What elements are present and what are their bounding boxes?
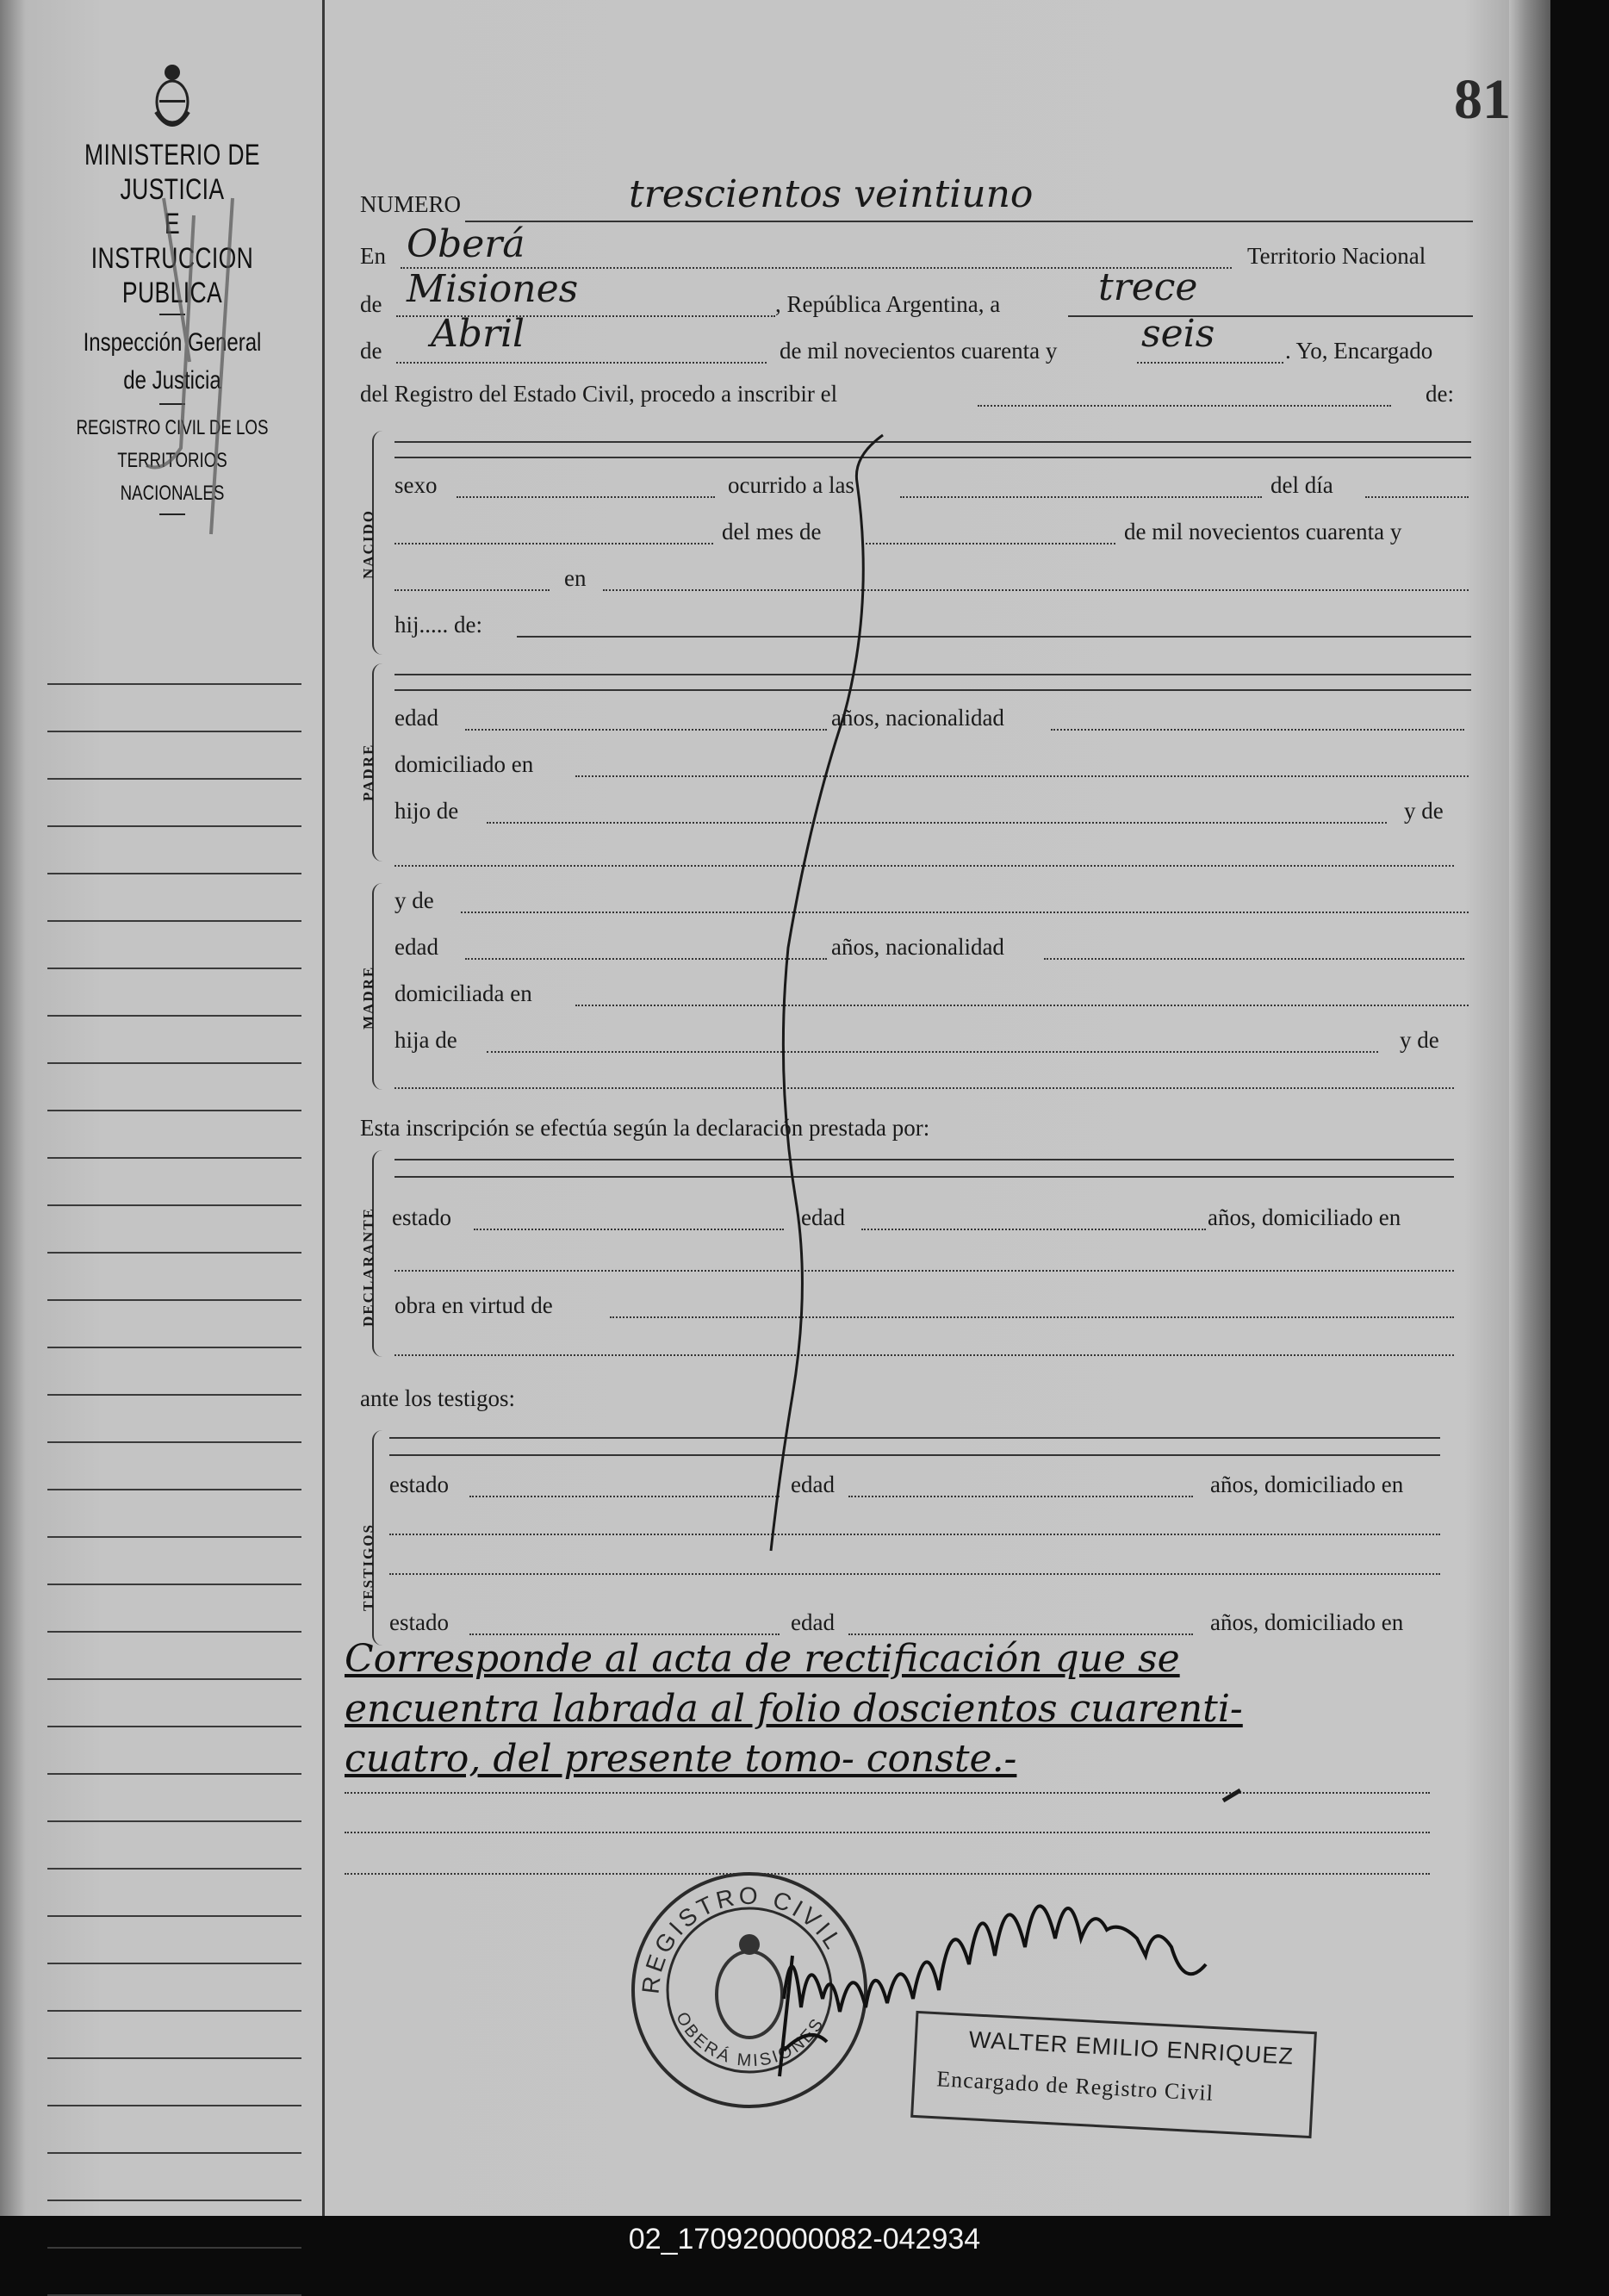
registro-line-1: REGISTRO CIVIL DE LOS <box>76 416 269 439</box>
hija-de-label: hija de <box>394 1027 457 1053</box>
hijo-de-label: hijo de <box>394 798 459 824</box>
en-nac-label: en <box>564 565 587 591</box>
testigos-estado-label: estado <box>389 1472 449 1497</box>
ocurrido-label: ocurrido a las <box>728 472 854 498</box>
de-colon-label: de: <box>1426 381 1454 407</box>
testigos-anios-label: años, domiciliado en <box>1210 1472 1404 1497</box>
republica-label: , República Argentina, a <box>775 291 1001 317</box>
inspeccion-line-1: Inspección General <box>83 328 262 357</box>
note-line-2: encuentra labrada al folio doscientos cuarenti- <box>345 1687 1243 1731</box>
anio-handwritten: seis <box>1141 312 1215 356</box>
hij-label: hij..... de: <box>394 612 482 638</box>
officer-name: WALTER EMILIO ENRIQUEZ <box>968 2026 1295 2069</box>
madre-anios-label: años, nacionalidad <box>831 934 1004 960</box>
note-line-1: Corresponde al acta de rectificación que se <box>345 1637 1180 1681</box>
sexo-label: sexo <box>394 472 438 498</box>
de-label: de <box>360 291 382 317</box>
obra-label: obra en virtud de <box>394 1292 553 1318</box>
madre-y-de-end-label: y de <box>1400 1027 1439 1053</box>
stamp-bottom-text: OBERÁ MISIONES <box>672 2009 829 2071</box>
padre-side-label: PADRE <box>360 743 376 801</box>
ministerio-line-1: MINISTERIO DE JUSTICIA <box>84 139 260 206</box>
de-handwritten: Misiones <box>407 267 579 311</box>
note-line-3: cuatro, del presente tomo- conste.- <box>345 1737 1017 1781</box>
ministerio-line-2: E <box>164 208 181 240</box>
de2-label: de <box>360 338 382 364</box>
declaracion-label: Esta inscripción se efectúa según la declaración prestada por: <box>360 1115 930 1141</box>
declarante-estado-label: estado <box>392 1204 451 1230</box>
madre-side-label: MADRE <box>360 965 376 1030</box>
territorio-label: Territorio Nacional <box>1247 243 1426 269</box>
padre-domicilio-label: domiciliado en <box>394 751 534 777</box>
testigos-side-label: TESTIGOS <box>360 1523 376 1611</box>
declarante-edad-label: edad <box>801 1204 845 1230</box>
ministerio-line-3: INSTRUCCION PUBLICA <box>90 242 254 309</box>
numero-handwritten: trescientos veintiuno <box>629 172 1034 216</box>
de-mil-label: de mil novecientos cuarenta y <box>1124 519 1402 544</box>
madre-edad-label: edad <box>394 934 438 960</box>
yo-label: . Yo, Encargado <box>1285 338 1433 364</box>
declarante-anios-label: años, domiciliado en <box>1208 1204 1401 1230</box>
testigos2-anios-label: años, domiciliado en <box>1210 1609 1404 1635</box>
madre-y-de-label: y de <box>394 887 434 913</box>
numero-label: NUMERO <box>360 191 462 217</box>
stamp-top-text: REGISTRO CIVIL <box>637 1882 849 1995</box>
testigos2-edad-label: edad <box>791 1609 835 1635</box>
registro-label: del Registro del Estado Civil, procedo a inscribir el <box>360 381 838 407</box>
dia-handwritten: trece <box>1098 265 1198 309</box>
padre-anios-label: años, nacionalidad <box>831 705 1004 731</box>
officer-title: Encargado de Registro Civil <box>935 2066 1215 2106</box>
del-mes-label: del mes de <box>722 519 822 544</box>
nacido-side-label: NACIDO <box>360 509 376 579</box>
madre-domicilio-label: domiciliada en <box>394 980 532 1006</box>
del-dia-label: del día <box>1270 472 1333 498</box>
testigos-label: ante los testigos: <box>360 1385 515 1411</box>
declarante-side-label: DECLARANTE <box>360 1206 376 1327</box>
en-label: En <box>360 243 386 269</box>
image-id-footer: 02_170920000082-042934 <box>628 2223 981 2256</box>
registro-line-2: TERRITORIOS NACIONALES <box>117 449 227 505</box>
padre-edad-label: edad <box>394 705 438 731</box>
padre-y-de-label: y de <box>1404 798 1444 824</box>
testigos2-estado-label: estado <box>389 1609 449 1635</box>
mil-label: de mil novecientos cuarenta y <box>780 338 1058 364</box>
folio-number: 81 <box>1454 68 1511 131</box>
inspeccion-line-2: de Justicia <box>123 366 221 395</box>
mes-handwritten: Abril <box>431 312 525 356</box>
officer-nameplate-stamp <box>910 2011 1317 2138</box>
testigos-edad-label: edad <box>791 1472 835 1497</box>
en-handwritten: Oberá <box>407 222 525 266</box>
